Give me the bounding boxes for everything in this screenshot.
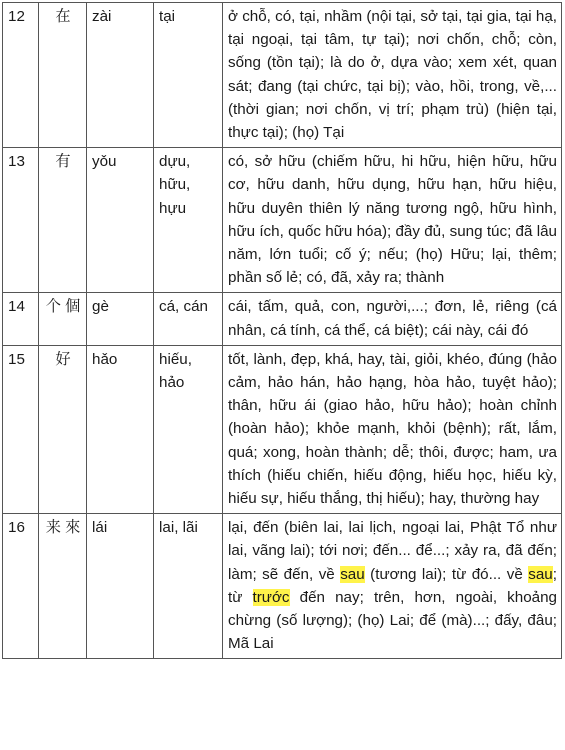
hanzi-dictionary-table [2, 2, 562, 659]
meaning-segment: ; từ [228, 565, 557, 606]
sino-vietnamese-reading: dựu, hữu, hựu [154, 148, 223, 293]
meaning-text [223, 514, 562, 659]
sino-vietnamese-reading: tại [154, 3, 223, 148]
table-row [3, 514, 562, 659]
highlighted-word: sau [528, 565, 553, 583]
table-row [3, 293, 562, 345]
pinyin: gè [87, 293, 154, 345]
meaning-segment: đến nay; trên, hơn, ngoài, khoảng chừng (số lượng); (họ) Lai; để (mà)...; đấy, đâu; Mã Lai [228, 588, 557, 653]
meaning-segment: lại, đến (biên lai, lai lịch, ngoại lai, Phật Tổ như lai, vãng lai); tới nơi; đến... để...; xảy ra, đã đến; làm; sẽ đến, về [228, 519, 557, 583]
entry-number: 15 [3, 345, 39, 513]
highlighted-word: trước [252, 588, 290, 606]
table-row [3, 148, 562, 293]
meaning-text: tốt, lành, đẹp, khá, hay, tài, giỏi, khéo, đúng (hảo cảm, hảo hán, hảo hạng, hòa hảo, tuyệt hảo); thân, hữu ái (giao hảo, hữu hảo); hoàn chỉnh (hoàn hảo); khỏe mạnh, khỏi (bệnh); rất, lắm, quá; xong, hoàn thành; dễ; thôi, được; ham, ưa thích (hiếu chiến, hiếu động, hiếu học, hiếu kỳ, hiếu sự, hiếu thắng, thị hiếu); hay, thường hay [223, 345, 562, 513]
sino-vietnamese-reading: hiếu, hảo [154, 345, 223, 513]
hanzi-character: 来 來 [39, 514, 87, 659]
sino-vietnamese-reading: lai, lãi [154, 514, 223, 659]
pinyin: yǒu [87, 148, 154, 293]
meaning-segment: (tương lai); từ đó... về [364, 565, 529, 583]
pinyin: lái [87, 514, 154, 659]
pinyin: zài [87, 3, 154, 148]
sino-vietnamese-reading: cá, cán [154, 293, 223, 345]
hanzi-character: 好 [39, 345, 87, 513]
hanzi-character: 在 [39, 3, 87, 148]
table-row [3, 345, 562, 513]
meaning-text: cái, tấm, quả, con, người,...; đơn, lẻ, riêng (cá nhân, cá tính, cá thể, cá biệt); cái này, cái đó [223, 293, 562, 345]
highlighted-word: sau [340, 565, 365, 583]
entry-number: 12 [3, 3, 39, 148]
meaning-text: ở chỗ, có, tại, nhầm (nội tại, sở tại, tại gia, tại hạ, tại ngoại, tại tâm, tự tại); nơi chốn, chỗ; còn, sống (tồn tại); là do ở, dựa vào; xem xét, quan sát; đang (tại chức, tại bị); vào, hồi, trong, về,... (thời gian; nơi chốn, vị trí; phạm trù) (hiện tại, thực tại); (họ) Tại [223, 3, 562, 148]
pinyin: hǎo [87, 345, 154, 513]
entry-number: 16 [3, 514, 39, 659]
table-row [3, 3, 562, 148]
meaning-text: có, sở hữu (chiếm hữu, hi hữu, hiện hữu, hữu cơ, hữu danh, hữu dụng, hữu hạn, hữu hiệu, hữu duyên thiên lý năng tương ngộ, hữu hình, hữu ích, quốc hữu hóa); đầy đủ, sung túc; đã lâu năm, lớn tuổi; cố ý; nếu; (họ) Hữu; lại, thêm; phần số lẻ; có, đã, xảy ra; thành [223, 148, 562, 293]
entry-number: 13 [3, 148, 39, 293]
entry-number: 14 [3, 293, 39, 345]
hanzi-character: 个 個 [39, 293, 87, 345]
hanzi-character: 有 [39, 148, 87, 293]
